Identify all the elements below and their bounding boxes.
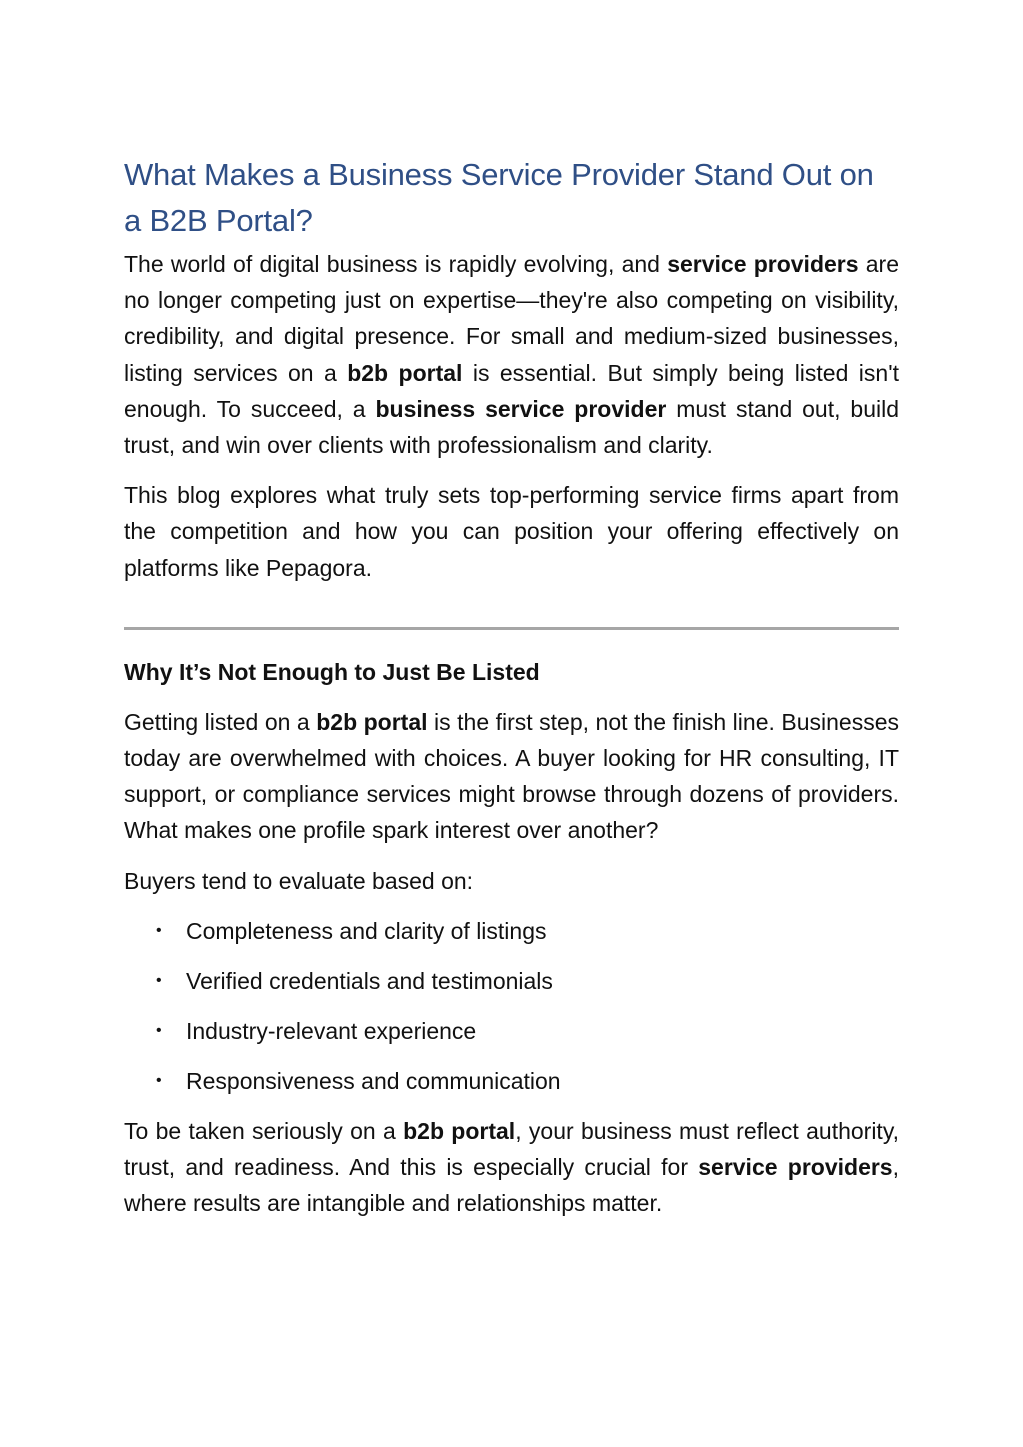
section-paragraph-3 bbox=[124, 1113, 899, 1222]
bold-term: service providers bbox=[698, 1154, 893, 1181]
bullet-icon: • bbox=[156, 1021, 162, 1039]
text-run: , where results are intangible and relationships matter. bbox=[124, 1154, 899, 1217]
bullet-icon: • bbox=[156, 971, 162, 989]
bullet-icon: • bbox=[156, 921, 162, 939]
criteria-list bbox=[124, 913, 899, 1099]
bold-term: service providers bbox=[667, 251, 859, 277]
bold-term: b2b portal bbox=[316, 708, 428, 735]
text-run: The world of digital business is rapidly evolving, and bbox=[124, 251, 668, 277]
list-item-text: Completeness and clarity of listings bbox=[186, 917, 547, 944]
section-divider bbox=[124, 627, 899, 630]
text-run: Getting listed on a bbox=[124, 708, 317, 735]
document-page bbox=[124, 152, 899, 1221]
intro-paragraph-1 bbox=[124, 246, 899, 463]
list-item-text: Responsiveness and communication bbox=[186, 1067, 561, 1094]
text-run: is essential. But simply being listed isn't enough. To succeed, a bbox=[124, 359, 899, 422]
list-item bbox=[124, 913, 899, 949]
section-paragraph-1 bbox=[124, 704, 899, 849]
list-item-text: Verified credentials and testimonials bbox=[186, 967, 553, 994]
bold-term: business service provider bbox=[375, 395, 667, 422]
list-item bbox=[124, 1063, 899, 1099]
text-run: must stand out, build trust, and win over clients with professionalism and clarity. bbox=[124, 395, 900, 459]
page-title: What Makes a Business Service Provider Stand Out on a B2B Portal? bbox=[124, 157, 874, 238]
text-run: are no longer competing just on expertise—they're also competing on visibility, credibility, and digital presence. For small and medium-sized businesses, listing services on a bbox=[124, 251, 899, 386]
list-item-text: Industry-relevant experience bbox=[186, 1017, 477, 1044]
bullet-icon: • bbox=[156, 1071, 162, 1089]
intro-paragraph-2: This blog explores what truly sets top-performing service firms apart from the competition and how you can position your offering effectively on platforms like Pepagora. bbox=[124, 482, 899, 581]
list-item bbox=[124, 963, 899, 999]
list-item bbox=[124, 1013, 899, 1049]
section-paragraph-2: Buyers tend to evaluate based on: bbox=[124, 867, 474, 894]
text-run: To be taken seriously on a bbox=[124, 1117, 404, 1144]
bold-term: b2b portal bbox=[347, 359, 463, 386]
section-heading: Why It’s Not Enough to Just Be Listed bbox=[124, 658, 540, 685]
text-run: , your business must reflect authority, trust, and readiness. And this is especially crucial for bbox=[124, 1117, 900, 1181]
bold-term: b2b portal bbox=[403, 1117, 516, 1144]
text-run: is the first step, not the finish line. Businesses today are overwhelmed with choices. A buyer looking for HR consulting, IT support, or compliance services might browse through dozens of providers. What makes one profile spark interest over another? bbox=[124, 708, 899, 844]
